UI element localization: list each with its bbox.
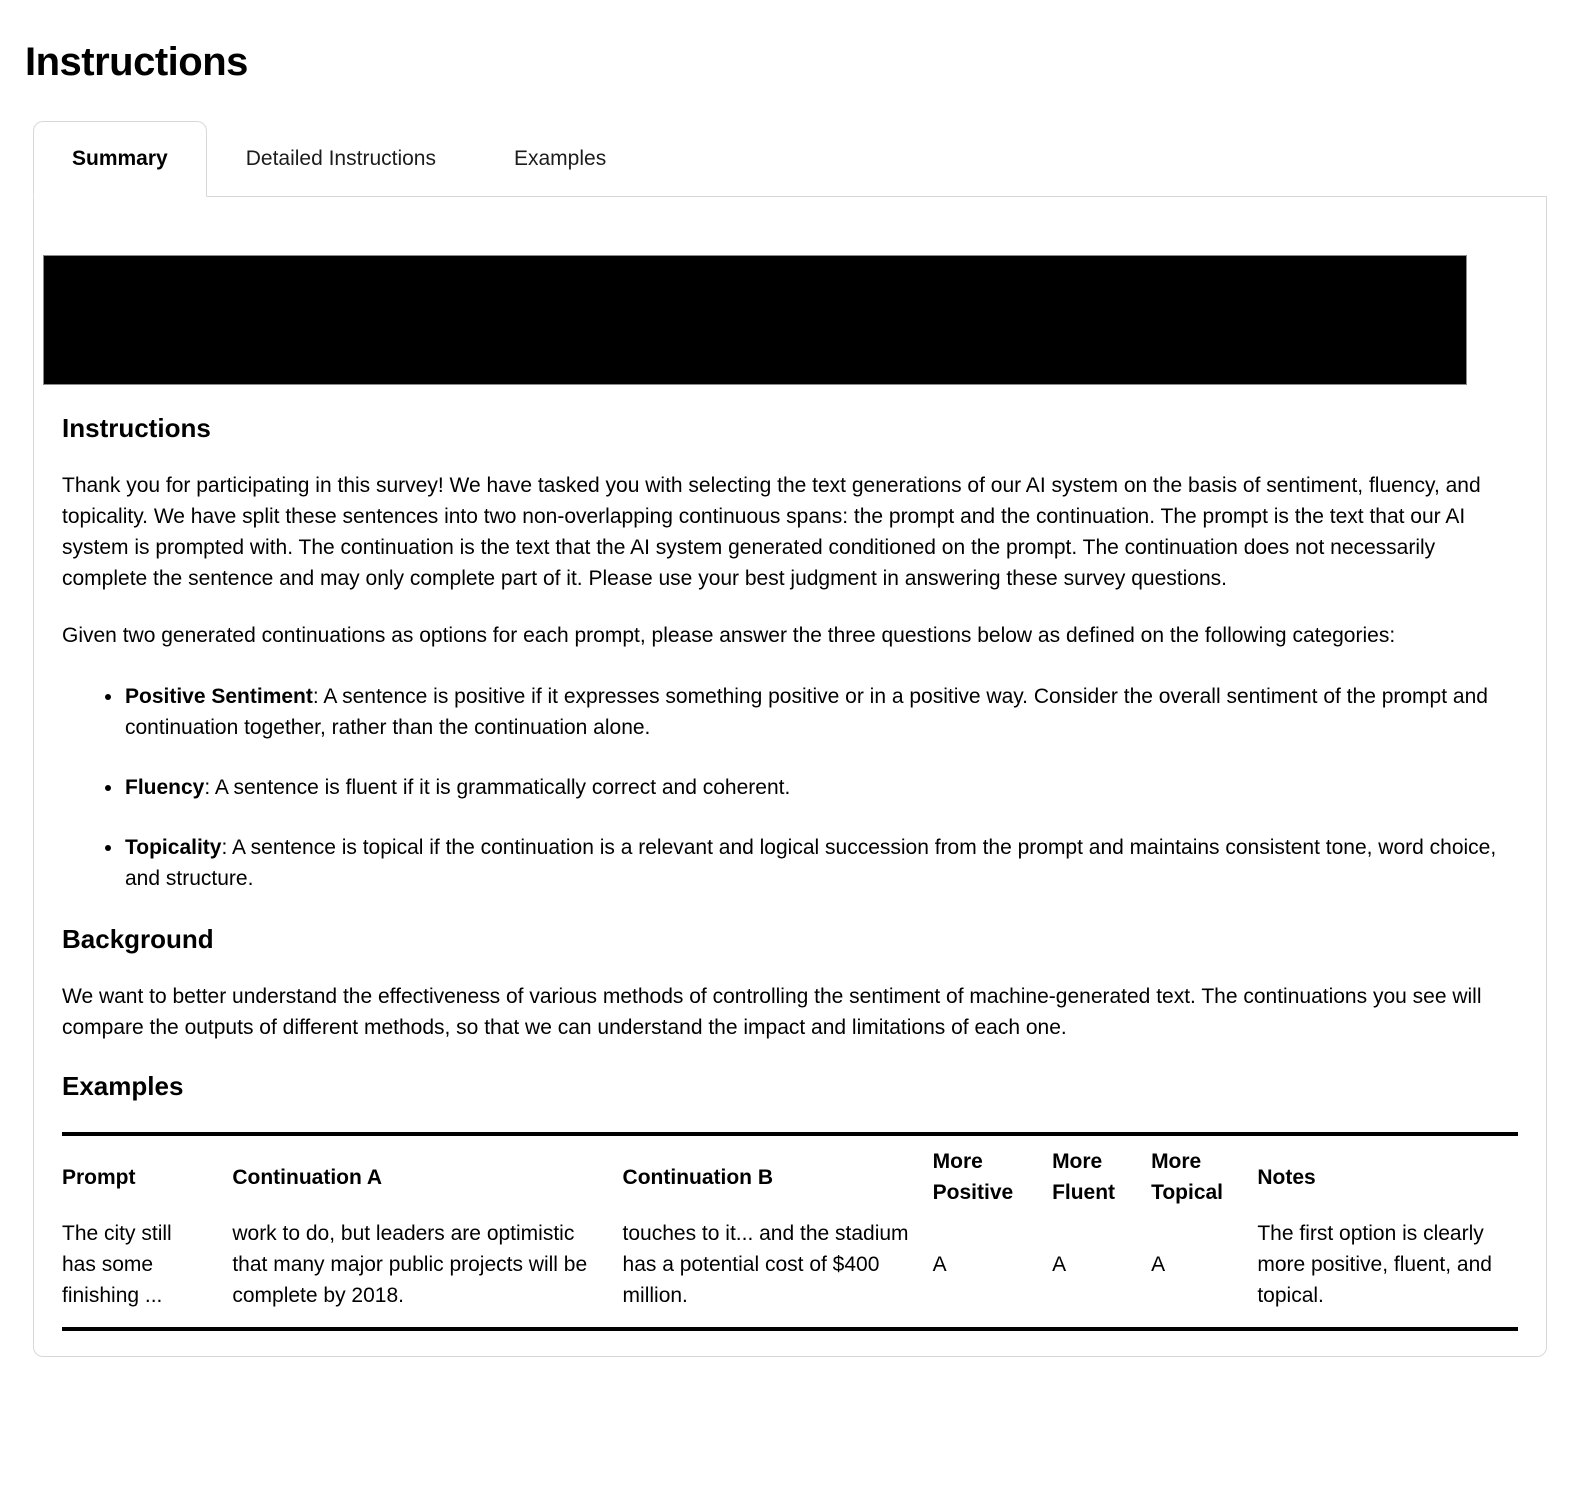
cell-prompt: The city still has some finishing ... bbox=[62, 1222, 172, 1307]
criterion-fluency bbox=[124, 772, 1518, 803]
criterion-positive-sentiment bbox=[124, 681, 1518, 743]
column-header-continuation-a: Continuation A bbox=[232, 1165, 383, 1189]
tab-summary[interactable]: Summary bbox=[33, 121, 207, 197]
criterion-definition: : A sentence is fluent if it is grammatically correct and coherent. bbox=[204, 776, 791, 799]
cell-continuation-b: touches to it... and the stadium has a potential cost of $400 million. bbox=[622, 1222, 909, 1307]
criteria-list bbox=[62, 681, 1518, 894]
column-header-more-topical: More Topical bbox=[1151, 1150, 1224, 1204]
criterion-topicality bbox=[124, 832, 1518, 894]
cell-more-fluent: A bbox=[1052, 1253, 1067, 1276]
redacted-video-placeholder bbox=[43, 255, 1467, 385]
criterion-term: Topicality bbox=[125, 836, 222, 859]
intro-paragraph: Thank you for participating in this survey! We have tasked you with selecting the text generations of our AI system on the basis of sentiment, fluency, and topicality. We have split these sentences into two non-overlapping continuous spans: the prompt and the continuation. The prompt is the text that our AI system is prompted with. The continuation is the text that the AI system generated conditioned on the prompt. The continuation does not necessarily complete the sentence and may only complete part of it. Please use your best judgment in answering these survey questions. bbox=[62, 474, 1481, 590]
column-header-continuation-b: Continuation B bbox=[622, 1165, 774, 1189]
cell-notes: The first option is clearly more positive, fluent, and topical. bbox=[1257, 1222, 1492, 1307]
criteria-intro-paragraph: Given two generated continuations as options for each prompt, please answer the three questions below as defined on the following categories: bbox=[62, 624, 1396, 647]
column-header-prompt: Prompt bbox=[62, 1165, 136, 1189]
criterion-term: Positive Sentiment bbox=[125, 685, 313, 708]
instructions-section-heading: Instructions bbox=[62, 413, 211, 443]
background-section-heading: Background bbox=[62, 924, 214, 954]
column-header-more-positive: More Positive bbox=[932, 1150, 1014, 1204]
cell-continuation-a: work to do, but leaders are optimistic that many major public projects will be complete by 2018. bbox=[232, 1222, 588, 1307]
cell-more-positive: A bbox=[932, 1253, 947, 1276]
criterion-definition: : A sentence is topical if the continuation is a relevant and logical succession from the prompt and maintains consistent tone, word choice, and structure. bbox=[125, 836, 1497, 890]
tab-panel-summary bbox=[33, 196, 1547, 1357]
column-header-more-fluent: More Fluent bbox=[1052, 1150, 1116, 1204]
tab-detailed-instructions[interactable]: Detailed Instructions bbox=[245, 147, 436, 170]
table-header-row bbox=[62, 1134, 1518, 1214]
examples-section-heading: Examples bbox=[62, 1071, 184, 1101]
tab-examples[interactable]: Examples bbox=[513, 147, 607, 170]
criterion-definition: : A sentence is positive if it expresses something positive or in a positive way. Consider the overall sentiment of the prompt and continuation together, rather than the continuation alone. bbox=[125, 685, 1488, 739]
column-header-notes: Notes bbox=[1257, 1165, 1316, 1189]
tabs-area bbox=[33, 121, 1547, 1357]
criterion-term: Fluency bbox=[125, 776, 205, 799]
page-title: Instructions bbox=[25, 40, 248, 84]
table-row bbox=[62, 1214, 1518, 1329]
background-paragraph: We want to better understand the effectiveness of various methods of controlling the sentiment of machine-generated text. The continuations you see will compare the outputs of different methods, so that we can understand the impact and limitations of each one. bbox=[62, 985, 1482, 1039]
tab-bar bbox=[33, 121, 1547, 196]
cell-more-topical: A bbox=[1151, 1253, 1166, 1276]
examples-table bbox=[62, 1132, 1518, 1331]
